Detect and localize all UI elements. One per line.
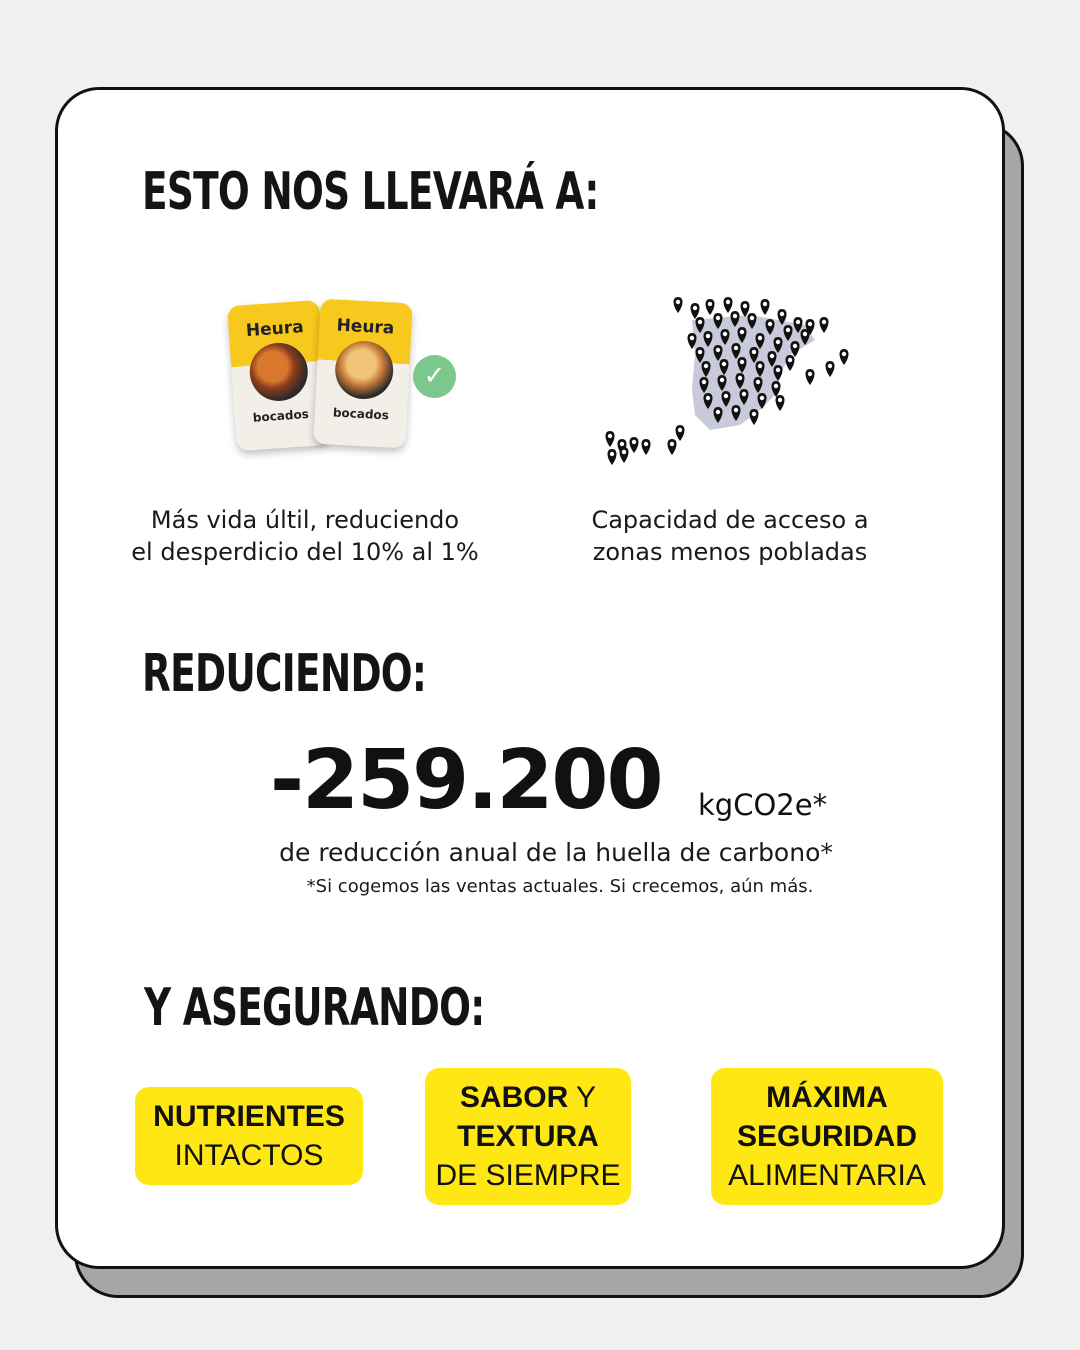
map-pin-dot (733, 314, 737, 318)
map-pin-dot (774, 384, 778, 388)
co2-reduction-value: -259.200 (270, 733, 662, 828)
map-pin-icon (630, 437, 639, 453)
map-pin-icon (826, 361, 835, 377)
map-pin-icon (776, 395, 785, 411)
map-pin-dot (723, 332, 727, 336)
brand-logo: Heura (245, 317, 305, 342)
map-pin-dot (768, 322, 772, 326)
heading-ensuring: Y ASEGURANDO: (144, 978, 485, 1038)
map-pin-dot (796, 320, 800, 324)
product-pack (313, 299, 412, 449)
map-pin-dot (706, 396, 710, 400)
map-pin-icon (676, 425, 685, 441)
map-pin-dot (822, 320, 826, 324)
map-pin-dot (708, 302, 712, 306)
map-pin-dot (738, 376, 742, 380)
map-pin-icon (840, 349, 849, 365)
map-pin-dot (756, 380, 760, 384)
reduction-description: de reducción anual de la huella de carbono* (279, 838, 833, 867)
map-pin-dot (716, 316, 720, 320)
map-pin-icon (620, 447, 629, 463)
map-pin-dot (620, 442, 624, 446)
map-pin-icon (820, 317, 829, 333)
map-pin-dot (752, 412, 756, 416)
map-pin-icon (791, 341, 800, 357)
map-pin-dot (734, 408, 738, 412)
map-pin-dot (726, 300, 730, 304)
benefit-caption-access: Capacidad de acceso a zonas menos pobladas (591, 506, 869, 566)
map-pin-dot (690, 336, 694, 340)
badge-text: Y (568, 1081, 597, 1114)
map-pin-icon (668, 439, 677, 455)
map-pin-dot (722, 362, 726, 366)
heading-reducing: REDUCIENDO: (142, 644, 427, 704)
map-pin-dot (770, 354, 774, 358)
badge-nutrients (135, 1087, 363, 1185)
map-pin-dot (803, 332, 807, 336)
badge-text: INTACTOS (174, 1139, 324, 1172)
map-pin-dot (842, 352, 846, 356)
map-pin-dot (778, 398, 782, 402)
dish-photo (248, 341, 310, 403)
map-pin-dot (716, 410, 720, 414)
badge-flavor-texture (425, 1068, 631, 1205)
reduction-footnote: *Si cogemos las ventas actuales. Si crecemos, aún más. (306, 876, 814, 897)
map-pin-dot (763, 302, 767, 306)
map-pin-dot (622, 450, 626, 454)
badge-bold-text: NUTRIENTES (153, 1100, 345, 1133)
map-pin-dot (742, 392, 746, 396)
map-pin-dot (734, 346, 738, 350)
map-pin-dot (632, 440, 636, 444)
badge-food-safety (711, 1068, 943, 1205)
map-pin-dot (808, 372, 812, 376)
product-name: bocados (332, 405, 390, 423)
map-pin-icon (741, 301, 750, 317)
map-pin-dot (716, 348, 720, 352)
map-pin-dot (808, 322, 812, 326)
map-pin-icon (674, 297, 683, 313)
badge-text: DE SIEMPRE (435, 1159, 621, 1192)
map-pin-dot (724, 394, 728, 398)
map-pin-dot (776, 368, 780, 372)
map-pin-dot (698, 350, 702, 354)
co2-unit: kgCO2e* (698, 788, 828, 822)
map-pin-dot (610, 452, 614, 456)
badge-bold-text: MÁXIMA (766, 1081, 888, 1114)
dish-photo (334, 340, 395, 401)
map-pin-dot (720, 378, 724, 382)
map-pin-dot (670, 442, 674, 446)
map-pin-icon (642, 439, 651, 455)
map-pin-icon (761, 299, 770, 315)
heading-leads-to: ESTO NOS LLEVARÁ A: (142, 162, 599, 222)
map-pin-dot (780, 312, 784, 316)
map-pin-icon (606, 431, 615, 447)
map-pin-dot (752, 350, 756, 354)
benefit-caption-shelf-life: Más vida últil, reduciendo el desperdicio del 10% al 1% (131, 506, 479, 566)
map-pin-dot (678, 428, 682, 432)
map-pin-dot (758, 336, 762, 340)
badge-bold-text: SABOR (459, 1081, 569, 1114)
brand-logo: Heura (336, 315, 395, 339)
badge-bold-text: SEGURIDAD (736, 1120, 917, 1153)
map-pin-icon (750, 409, 759, 425)
map-pin-dot (758, 364, 762, 368)
map-pin-icon (786, 355, 795, 371)
map-pin-dot (740, 330, 744, 334)
map-pin-dot (760, 396, 764, 400)
map-pin-dot (676, 300, 680, 304)
map-pin-dot (793, 344, 797, 348)
spain-map-pins-image (600, 295, 860, 475)
map-pin-dot (743, 304, 747, 308)
badge-text: ALIMENTARIA (728, 1159, 926, 1192)
map-pin-dot (706, 334, 710, 338)
badge-bold-text: TEXTURA (457, 1120, 599, 1153)
map-pin-dot (786, 328, 790, 332)
map-pin-dot (702, 380, 706, 384)
map-pin-icon (691, 303, 700, 319)
map-pin-dot (750, 316, 754, 320)
map-pin-dot (693, 306, 697, 310)
map-pin-dot (740, 360, 744, 364)
check-circle-icon: ✓ (413, 355, 456, 398)
map-pin-icon (608, 449, 617, 465)
map-pin-dot (698, 320, 702, 324)
map-pin-icon (724, 297, 733, 313)
map-pin-icon (806, 369, 815, 385)
map-pin-dot (704, 364, 708, 368)
map-pin-dot (828, 364, 832, 368)
map-pin-dot (608, 434, 612, 438)
map-pin-dot (644, 442, 648, 446)
map-pin-icon (706, 299, 715, 315)
map-pin-dot (788, 358, 792, 362)
product-name: bocados (252, 406, 310, 425)
map-pin-dot (776, 340, 780, 344)
